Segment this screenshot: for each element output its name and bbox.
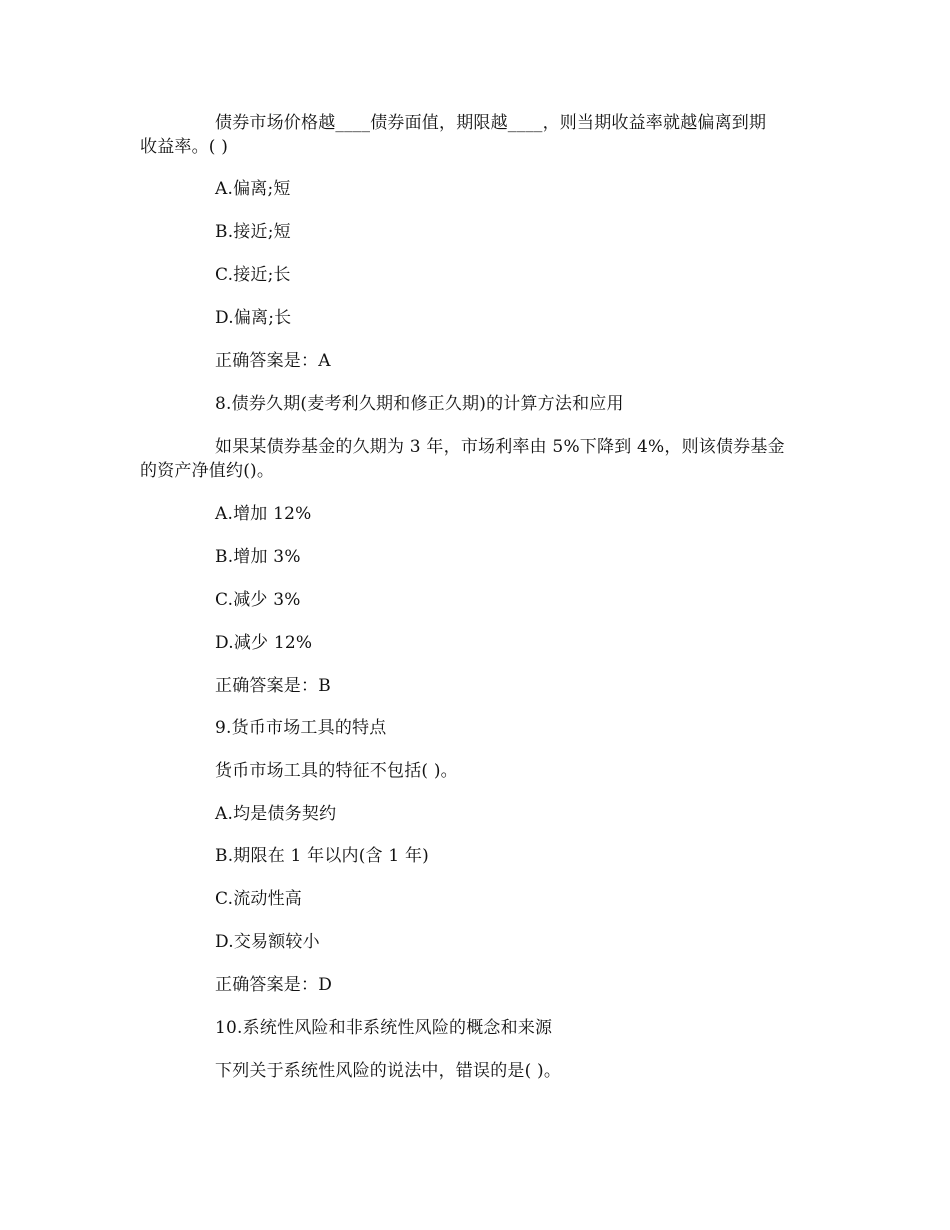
option-b: B.期限在 1 年以内(含 1 年) xyxy=(215,846,430,866)
option-a: A.偏离;短 xyxy=(215,179,291,199)
question-8-text: 如果某债券基金的久期为 3 年，市场利率由 5%下降到 4%，则该债券基金 xyxy=(215,437,785,457)
option-b: B.接近;短 xyxy=(215,222,291,242)
option-b: B.增加 3% xyxy=(215,547,301,567)
question-7-text: 债券市场价格越____债券面值，期限越____，则当期收益率就越偏离到期 xyxy=(215,113,767,133)
question-10-text: 下列关于系统性风险的说法中，错误的是( )。 xyxy=(215,1061,562,1081)
section-heading-9: 9.货币市场工具的特点 xyxy=(215,718,387,738)
question-8-text-cont: 的资产净值约()。 xyxy=(140,461,275,481)
answer-line: 正确答案是：B xyxy=(215,676,331,696)
option-a: A.均是债务契约 xyxy=(215,804,337,824)
option-d: D.交易额较小 xyxy=(215,932,320,952)
option-c: C.减少 3% xyxy=(215,590,301,610)
option-d: D.减少 12% xyxy=(215,633,313,653)
section-heading-10: 10.系统性风险和非系统性风险的概念和来源 xyxy=(215,1018,553,1038)
question-7-text-cont: 收益率。( ) xyxy=(140,137,229,157)
option-c: C.接近;长 xyxy=(215,265,291,285)
section-heading-8: 8.债券久期(麦考利久期和修正久期)的计算方法和应用 xyxy=(215,394,624,414)
option-a: A.增加 12% xyxy=(215,504,312,524)
option-d: D.偏离;长 xyxy=(215,308,292,328)
option-c: C.流动性高 xyxy=(215,889,303,909)
answer-line: 正确答案是：D xyxy=(215,975,333,995)
question-9-text: 货币市场工具的特征不包括( )。 xyxy=(215,761,458,781)
answer-line: 正确答案是：A xyxy=(215,351,331,371)
